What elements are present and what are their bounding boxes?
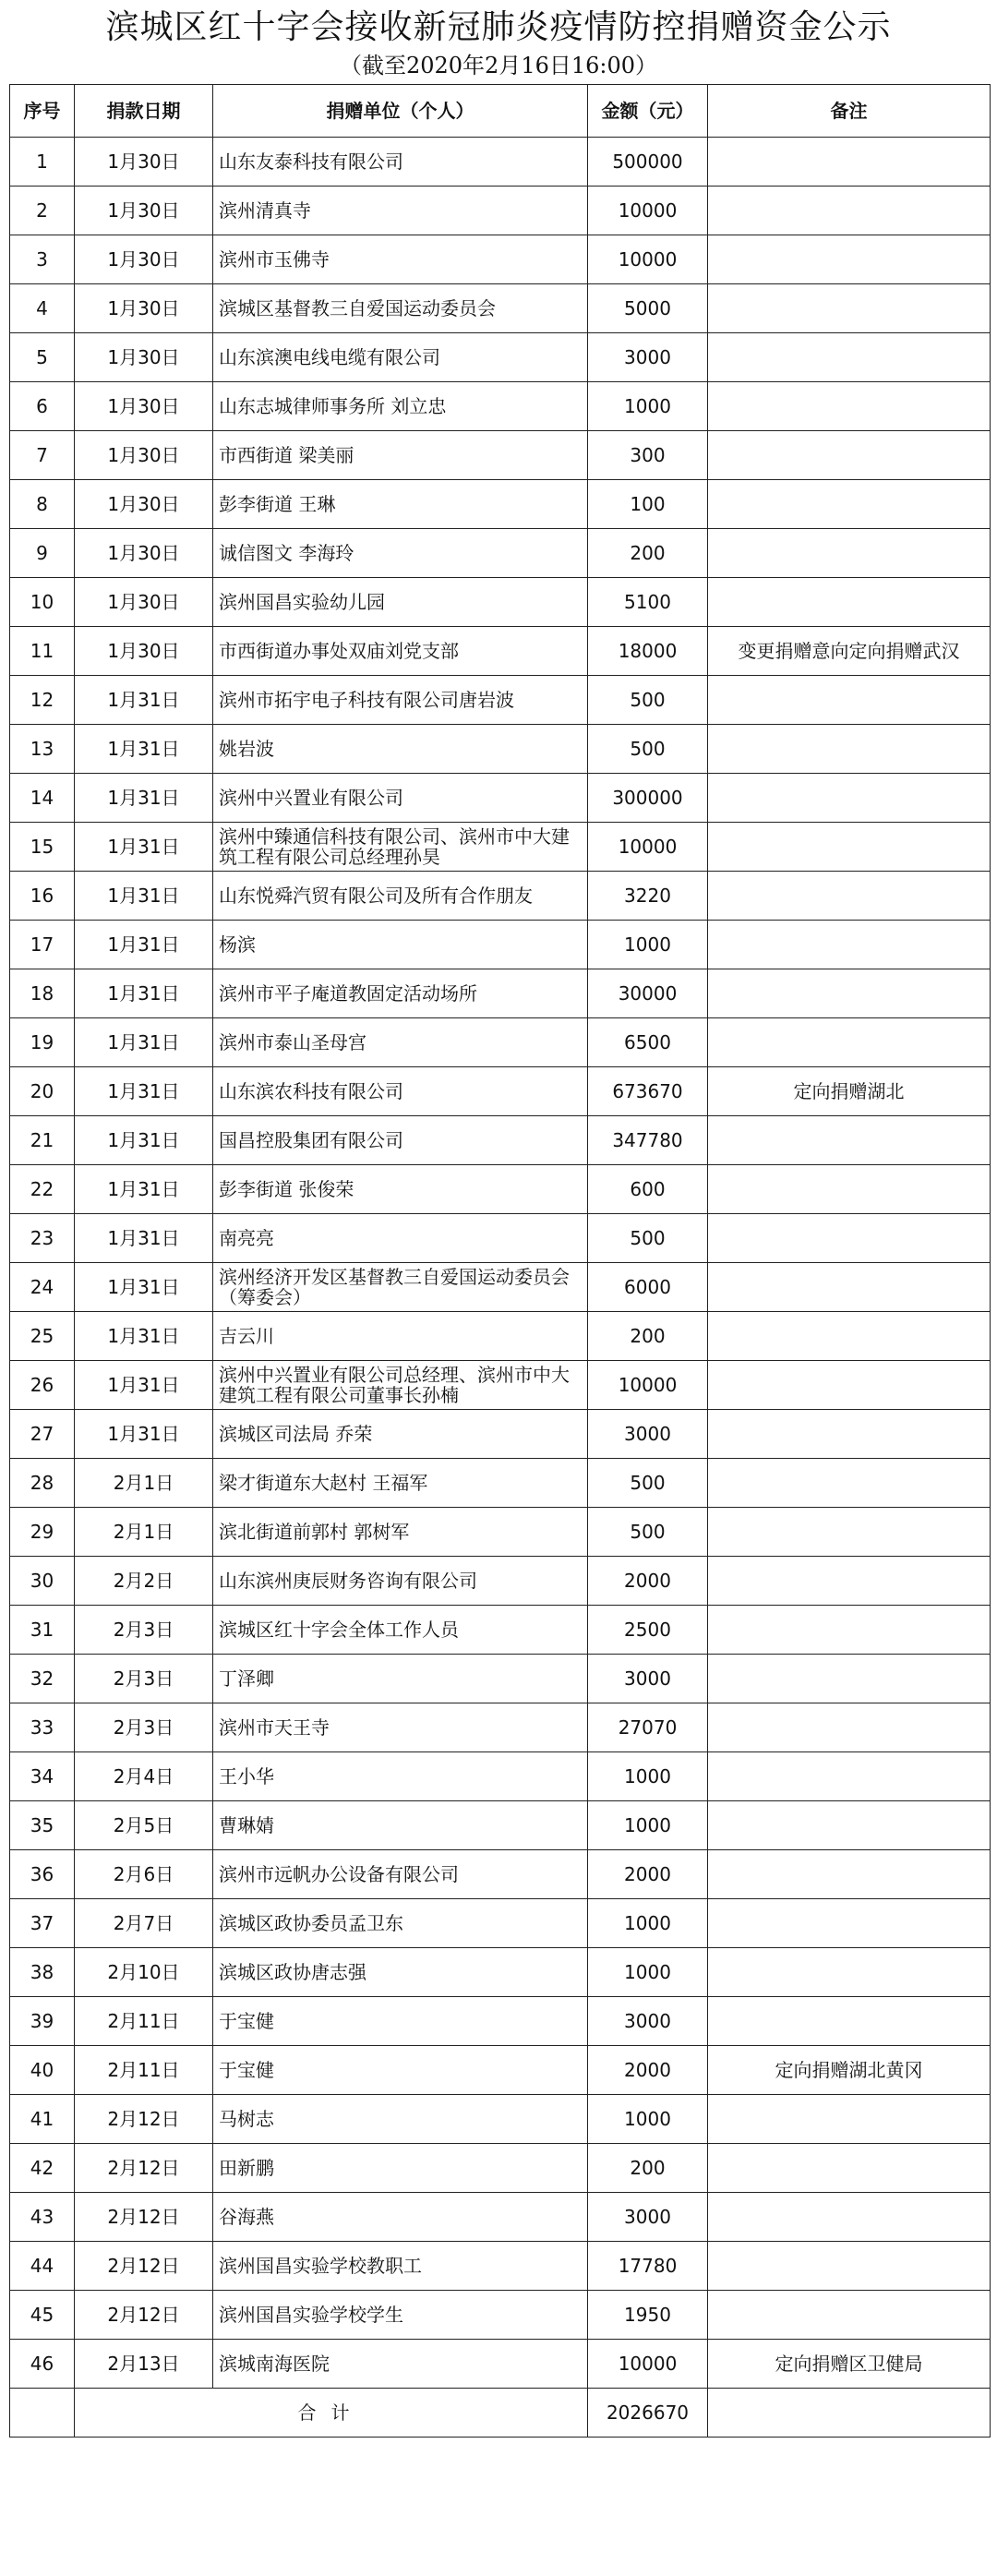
row-number-cell: 38: [10, 1948, 75, 1997]
donor-cell: 吉云川: [213, 1312, 588, 1361]
table-row: [10, 235, 991, 284]
donor-cell: 滨州市天王寺: [213, 1703, 588, 1752]
note-cell: [708, 2291, 991, 2340]
donor-cell: 滨州经济开发区基督教三自爱国运动委员会（筹委会）: [213, 1263, 588, 1312]
donation-date-cell: 2月4日: [75, 1752, 213, 1801]
amount-cell: 2000: [588, 2046, 708, 2095]
note-cell: 定向捐赠湖北黄冈: [708, 2046, 991, 2095]
column-header-amount: 金额（元）: [588, 85, 708, 138]
donation-date-cell: 1月30日: [75, 382, 213, 431]
table-row: [10, 1948, 991, 1997]
donor-cell: 滨州清真寺: [213, 187, 588, 235]
donor-cell: 杨滨: [213, 921, 588, 969]
note-cell: [708, 187, 991, 235]
note-cell: [708, 2242, 991, 2291]
amount-cell: 10000: [588, 1361, 708, 1410]
amount-cell: 500000: [588, 138, 708, 187]
row-number-cell: 14: [10, 774, 75, 823]
row-number-cell: 8: [10, 480, 75, 529]
note-cell: [708, 333, 991, 382]
note-cell: [708, 1948, 991, 1997]
amount-cell: 500: [588, 725, 708, 774]
donation-date-cell: 1月31日: [75, 1263, 213, 1312]
note-cell: [708, 1557, 991, 1606]
table-row: [10, 2144, 991, 2193]
donation-date-cell: 1月31日: [75, 676, 213, 725]
donor-cell: 滨州市玉佛寺: [213, 235, 588, 284]
table-row: [10, 921, 991, 969]
note-cell: [708, 1850, 991, 1899]
table-row: [10, 1361, 991, 1410]
table-row: [10, 1850, 991, 1899]
donor-cell: 滨州市拓宇电子科技有限公司唐岩波: [213, 676, 588, 725]
donor-cell: 丁泽卿: [213, 1655, 588, 1703]
row-number-cell: 17: [10, 921, 75, 969]
row-number-cell: 21: [10, 1116, 75, 1165]
note-cell: [708, 1018, 991, 1067]
row-number-cell: 42: [10, 2144, 75, 2193]
donation-table: [9, 84, 991, 2438]
row-number-cell: 24: [10, 1263, 75, 1312]
donor-cell: 滨北街道前郭村 郭树军: [213, 1508, 588, 1557]
note-cell: [708, 480, 991, 529]
donor-cell: 田新鹏: [213, 2144, 588, 2193]
donor-cell: 山东滨农科技有限公司: [213, 1067, 588, 1116]
row-number-cell: 25: [10, 1312, 75, 1361]
donation-date-cell: 1月31日: [75, 872, 213, 921]
row-number-cell: 10: [10, 578, 75, 627]
donation-date-cell: 1月30日: [75, 235, 213, 284]
donation-date-cell: 1月30日: [75, 480, 213, 529]
total-no-cell: [10, 2389, 75, 2438]
row-number-cell: 31: [10, 1606, 75, 1655]
amount-cell: 1950: [588, 2291, 708, 2340]
table-row: [10, 138, 991, 187]
row-number-cell: 28: [10, 1459, 75, 1508]
donor-cell: 于宝健: [213, 1997, 588, 2046]
note-cell: [708, 1703, 991, 1752]
row-number-cell: 32: [10, 1655, 75, 1703]
column-header-date: 捐款日期: [75, 85, 213, 138]
amount-cell: 1000: [588, 1801, 708, 1850]
amount-cell: 30000: [588, 969, 708, 1018]
total-row: [10, 2389, 991, 2438]
donation-date-cell: 2月5日: [75, 1801, 213, 1850]
amount-cell: 3000: [588, 1655, 708, 1703]
donor-cell: 彭李街道 王琳: [213, 480, 588, 529]
table-row: [10, 578, 991, 627]
amount-cell: 3000: [588, 2193, 708, 2242]
row-number-cell: 37: [10, 1899, 75, 1948]
note-cell: 变更捐赠意向定向捐赠武汉: [708, 627, 991, 676]
note-cell: [708, 1410, 991, 1459]
amount-cell: 500: [588, 1508, 708, 1557]
table-row: [10, 333, 991, 382]
donor-cell: 滨城区基督教三自爱国运动委员会: [213, 284, 588, 333]
amount-cell: 17780: [588, 2242, 708, 2291]
amount-cell: 1000: [588, 382, 708, 431]
donation-date-cell: 1月30日: [75, 138, 213, 187]
amount-cell: 3000: [588, 333, 708, 382]
note-cell: [708, 1508, 991, 1557]
table-row: [10, 2242, 991, 2291]
table-row: [10, 1116, 991, 1165]
donor-cell: 市西街道 梁美丽: [213, 431, 588, 480]
donation-date-cell: 2月2日: [75, 1557, 213, 1606]
donation-date-cell: 1月31日: [75, 774, 213, 823]
donation-date-cell: 1月31日: [75, 823, 213, 872]
donation-date-cell: 2月11日: [75, 1997, 213, 2046]
amount-cell: 200: [588, 2144, 708, 2193]
donation-date-cell: 2月7日: [75, 1899, 213, 1948]
amount-cell: 1000: [588, 921, 708, 969]
donor-cell: 滨城区政协唐志强: [213, 1948, 588, 1997]
note-cell: [708, 1801, 991, 1850]
donor-cell: 滨城区红十字会全体工作人员: [213, 1606, 588, 1655]
amount-cell: 6000: [588, 1263, 708, 1312]
table-row: [10, 627, 991, 676]
row-number-cell: 43: [10, 2193, 75, 2242]
row-number-cell: 22: [10, 1165, 75, 1214]
amount-cell: 200: [588, 529, 708, 578]
donation-date-cell: 1月31日: [75, 725, 213, 774]
amount-cell: 10000: [588, 235, 708, 284]
donor-cell: 诚信图文 李海玲: [213, 529, 588, 578]
amount-cell: 27070: [588, 1703, 708, 1752]
note-cell: [708, 1655, 991, 1703]
donor-cell: 梁才街道东大赵村 王福军: [213, 1459, 588, 1508]
donation-date-cell: 1月31日: [75, 1018, 213, 1067]
note-cell: [708, 921, 991, 969]
row-number-cell: 33: [10, 1703, 75, 1752]
row-number-cell: 34: [10, 1752, 75, 1801]
page-title: 滨城区红十字会接收新冠肺炎疫情防控捐赠资金公示: [105, 8, 892, 46]
note-cell: [708, 969, 991, 1018]
amount-cell: 3220: [588, 872, 708, 921]
donation-date-cell: 1月31日: [75, 1165, 213, 1214]
row-number-cell: 30: [10, 1557, 75, 1606]
note-cell: [708, 2193, 991, 2242]
table-row: [10, 676, 991, 725]
donor-cell: 山东滨澳电线电缆有限公司: [213, 333, 588, 382]
row-number-cell: 4: [10, 284, 75, 333]
note-cell: [708, 2095, 991, 2144]
donation-date-cell: 2月1日: [75, 1508, 213, 1557]
donation-date-cell: 2月12日: [75, 2291, 213, 2340]
table-row: [10, 1410, 991, 1459]
table-row: [10, 1067, 991, 1116]
row-number-cell: 7: [10, 431, 75, 480]
note-cell: [708, 284, 991, 333]
donor-cell: 山东滨州庚辰财务咨询有限公司: [213, 1557, 588, 1606]
amount-cell: 1000: [588, 1948, 708, 1997]
donor-cell: 滨州国昌实验幼儿园: [213, 578, 588, 627]
page-subtitle: （截至2020年2月16日16:00）: [339, 53, 658, 78]
note-cell: [708, 1899, 991, 1948]
note-cell: [708, 1459, 991, 1508]
amount-cell: 200: [588, 1312, 708, 1361]
table-row: [10, 823, 991, 872]
row-number-cell: 41: [10, 2095, 75, 2144]
row-number-cell: 35: [10, 1801, 75, 1850]
column-header-no: 序号: [10, 85, 75, 138]
donation-date-cell: 2月3日: [75, 1655, 213, 1703]
donation-date-cell: 1月31日: [75, 921, 213, 969]
amount-cell: 500: [588, 676, 708, 725]
table-row: [10, 1557, 991, 1606]
table-row: [10, 187, 991, 235]
note-cell: 定向捐赠湖北: [708, 1067, 991, 1116]
note-cell: [708, 774, 991, 823]
row-number-cell: 13: [10, 725, 75, 774]
note-cell: [708, 1116, 991, 1165]
note-cell: [708, 431, 991, 480]
note-cell: [708, 138, 991, 187]
donation-date-cell: 1月31日: [75, 1312, 213, 1361]
table-row: [10, 480, 991, 529]
donor-cell: 滨城区司法局 乔荣: [213, 1410, 588, 1459]
amount-cell: 1000: [588, 2095, 708, 2144]
row-number-cell: 2: [10, 187, 75, 235]
donation-date-cell: 2月12日: [75, 2144, 213, 2193]
row-number-cell: 36: [10, 1850, 75, 1899]
row-number-cell: 27: [10, 1410, 75, 1459]
donation-date-cell: 1月31日: [75, 1361, 213, 1410]
note-cell: [708, 1361, 991, 1410]
donation-date-cell: 1月31日: [75, 1410, 213, 1459]
table-row: [10, 1263, 991, 1312]
donor-cell: 滨州中臻通信科技有限公司、滨州市中大建筑工程有限公司总经理孙昊: [213, 823, 588, 872]
table-row: [10, 1165, 991, 1214]
column-header-note: 备注: [708, 85, 991, 138]
row-number-cell: 6: [10, 382, 75, 431]
table-row: [10, 2193, 991, 2242]
table-row: [10, 1899, 991, 1948]
note-cell: [708, 1214, 991, 1263]
table-row: [10, 774, 991, 823]
row-number-cell: 23: [10, 1214, 75, 1263]
donation-date-cell: 1月31日: [75, 1067, 213, 1116]
donation-date-cell: 2月12日: [75, 2095, 213, 2144]
donor-cell: 滨州国昌实验学校教职工: [213, 2242, 588, 2291]
row-number-cell: 11: [10, 627, 75, 676]
note-cell: [708, 1165, 991, 1214]
donor-cell: 国昌控股集团有限公司: [213, 1116, 588, 1165]
donation-date-cell: 2月6日: [75, 1850, 213, 1899]
note-cell: [708, 725, 991, 774]
donor-cell: 滨州市泰山圣母宫: [213, 1018, 588, 1067]
note-cell: [708, 1606, 991, 1655]
row-number-cell: 3: [10, 235, 75, 284]
table-row: [10, 284, 991, 333]
note-cell: [708, 823, 991, 872]
donation-date-cell: 2月12日: [75, 2242, 213, 2291]
table-row: [10, 2340, 991, 2389]
table-row: [10, 1459, 991, 1508]
row-number-cell: 1: [10, 138, 75, 187]
amount-cell: 300: [588, 431, 708, 480]
row-number-cell: 45: [10, 2291, 75, 2340]
amount-cell: 5100: [588, 578, 708, 627]
table-row: [10, 2046, 991, 2095]
amount-cell: 18000: [588, 627, 708, 676]
table-row: [10, 382, 991, 431]
donor-cell: 滨州中兴置业有限公司: [213, 774, 588, 823]
donor-cell: 滨州市平子庵道教固定活动场所: [213, 969, 588, 1018]
table-row: [10, 2291, 991, 2340]
amount-cell: 500: [588, 1459, 708, 1508]
note-cell: [708, 1752, 991, 1801]
table-row: [10, 1312, 991, 1361]
amount-cell: 3000: [588, 1410, 708, 1459]
table-row: [10, 1655, 991, 1703]
amount-cell: 300000: [588, 774, 708, 823]
donor-cell: 姚岩波: [213, 725, 588, 774]
donor-cell: 于宝健: [213, 2046, 588, 2095]
donation-date-cell: 1月31日: [75, 969, 213, 1018]
row-number-cell: 18: [10, 969, 75, 1018]
donation-date-cell: 1月30日: [75, 333, 213, 382]
row-number-cell: 5: [10, 333, 75, 382]
donor-cell: 马树志: [213, 2095, 588, 2144]
table-row: [10, 1606, 991, 1655]
donor-cell: 山东友泰科技有限公司: [213, 138, 588, 187]
row-number-cell: 46: [10, 2340, 75, 2389]
note-cell: [708, 382, 991, 431]
amount-cell: 2000: [588, 1557, 708, 1606]
amount-cell: 1000: [588, 1899, 708, 1948]
row-number-cell: 19: [10, 1018, 75, 1067]
amount-cell: 10000: [588, 187, 708, 235]
table-row: [10, 1018, 991, 1067]
donor-cell: 谷海燕: [213, 2193, 588, 2242]
table-row: [10, 969, 991, 1018]
donor-cell: 王小华: [213, 1752, 588, 1801]
donation-date-cell: 2月12日: [75, 2193, 213, 2242]
donor-cell: 曹琳婧: [213, 1801, 588, 1850]
row-number-cell: 15: [10, 823, 75, 872]
amount-cell: 100: [588, 480, 708, 529]
amount-cell: 3000: [588, 1997, 708, 2046]
note-cell: [708, 676, 991, 725]
amount-cell: 673670: [588, 1067, 708, 1116]
amount-cell: 10000: [588, 2340, 708, 2389]
donation-date-cell: 1月30日: [75, 431, 213, 480]
donation-date-cell: 1月30日: [75, 187, 213, 235]
note-cell: 定向捐赠区卫健局: [708, 2340, 991, 2389]
table-row: [10, 1703, 991, 1752]
total-note-cell: [708, 2389, 991, 2438]
amount-cell: 2000: [588, 1850, 708, 1899]
table-row: [10, 1801, 991, 1850]
donor-cell: 滨州中兴置业有限公司总经理、滨州市中大建筑工程有限公司董事长孙楠: [213, 1361, 588, 1410]
row-number-cell: 16: [10, 872, 75, 921]
row-number-cell: 44: [10, 2242, 75, 2291]
donor-cell: 彭李街道 张俊荣: [213, 1165, 588, 1214]
donor-cell: 滨城区政协委员孟卫东: [213, 1899, 588, 1948]
note-cell: [708, 578, 991, 627]
table-row: [10, 431, 991, 480]
donation-date-cell: 1月31日: [75, 1214, 213, 1263]
amount-cell: 347780: [588, 1116, 708, 1165]
total-amount: 2026670: [588, 2389, 708, 2438]
note-cell: [708, 2144, 991, 2193]
donation-date-cell: 2月3日: [75, 1606, 213, 1655]
donation-date-cell: 1月30日: [75, 627, 213, 676]
donation-date-cell: 1月31日: [75, 1116, 213, 1165]
note-cell: [708, 1263, 991, 1312]
note-cell: [708, 1997, 991, 2046]
donation-date-cell: 2月1日: [75, 1459, 213, 1508]
row-number-cell: 12: [10, 676, 75, 725]
donor-cell: 滨州国昌实验学校学生: [213, 2291, 588, 2340]
amount-cell: 6500: [588, 1018, 708, 1067]
donor-cell: 南亮亮: [213, 1214, 588, 1263]
amount-cell: 500: [588, 1214, 708, 1263]
amount-cell: 5000: [588, 284, 708, 333]
row-number-cell: 39: [10, 1997, 75, 2046]
note-cell: [708, 235, 991, 284]
amount-cell: 600: [588, 1165, 708, 1214]
donation-date-cell: 1月30日: [75, 284, 213, 333]
row-number-cell: 9: [10, 529, 75, 578]
donation-date-cell: 1月30日: [75, 578, 213, 627]
donation-date-cell: 1月30日: [75, 529, 213, 578]
column-header-donor: 捐赠单位（个人）: [213, 85, 588, 138]
table-row: [10, 529, 991, 578]
table-row: [10, 1508, 991, 1557]
total-label: 合计: [75, 2389, 588, 2438]
table-row: [10, 725, 991, 774]
donation-date-cell: 2月3日: [75, 1703, 213, 1752]
row-number-cell: 29: [10, 1508, 75, 1557]
table-row: [10, 2095, 991, 2144]
donation-date-cell: 2月11日: [75, 2046, 213, 2095]
amount-cell: 1000: [588, 1752, 708, 1801]
table-header-row: [10, 85, 991, 138]
amount-cell: 2500: [588, 1606, 708, 1655]
table-row: [10, 1997, 991, 2046]
row-number-cell: 40: [10, 2046, 75, 2095]
note-cell: [708, 872, 991, 921]
row-number-cell: 20: [10, 1067, 75, 1116]
donor-cell: 山东悦舜汽贸有限公司及所有合作朋友: [213, 872, 588, 921]
donor-cell: 市西街道办事处双庙刘党支部: [213, 627, 588, 676]
donation-date-cell: 2月10日: [75, 1948, 213, 1997]
note-cell: [708, 529, 991, 578]
table-row: [10, 872, 991, 921]
amount-cell: 10000: [588, 823, 708, 872]
note-cell: [708, 1312, 991, 1361]
donation-date-cell: 2月13日: [75, 2340, 213, 2389]
donor-cell: 山东志城律师事务所 刘立忠: [213, 382, 588, 431]
donor-cell: 滨州市远帆办公设备有限公司: [213, 1850, 588, 1899]
table-row: [10, 1752, 991, 1801]
donor-cell: 滨城南海医院: [213, 2340, 588, 2389]
table-row: [10, 1214, 991, 1263]
row-number-cell: 26: [10, 1361, 75, 1410]
